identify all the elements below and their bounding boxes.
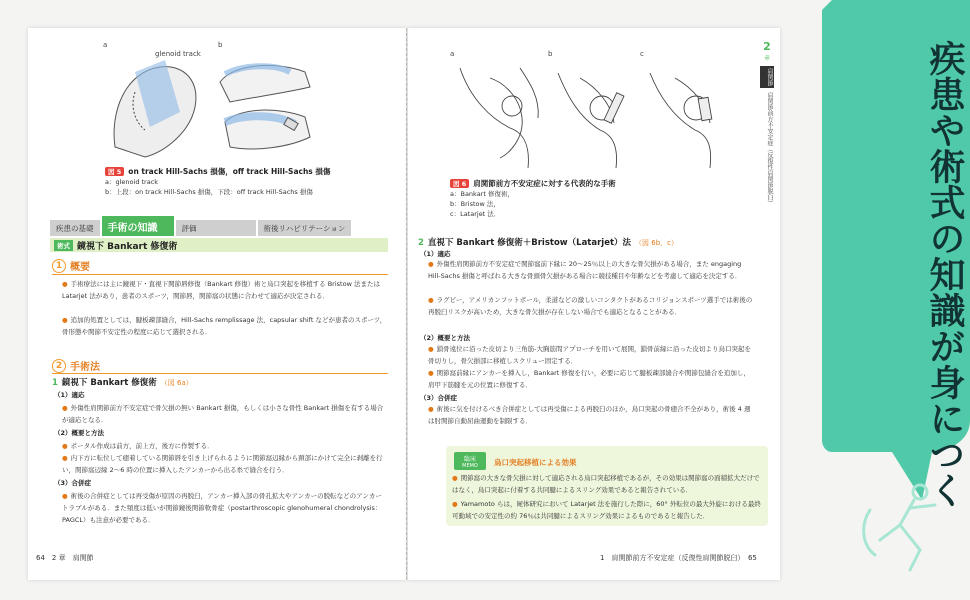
tab-disease-basics[interactable]: 疾患の基礎 [50,220,100,236]
category-tabs [50,216,395,236]
sub2-item1-label: （1）適応 [420,250,451,258]
fig5-glenoid-label: glenoid track [155,50,201,58]
fig6-title: 肩関節前方不安定症に対する代表的な手術 [473,179,616,188]
sub2-item1-text2: ● ラグビー，アメリカンフットボール，柔道などの激しいコンタクトがあるコリジョンスポーツ選手では術後の再脱臼リスクが高いため，大きな骨欠損が存在しない場合でも適応となることがある． [428,296,753,316]
sub1-item2-text1: ● ポータル作成は前方，前上方，後方に作製する． [62,442,214,450]
sub1-item3-label: （3）合併症 [54,479,92,487]
fig5-illustration [105,52,320,160]
fig5-caption [105,166,330,197]
sub1-item2-label: （2）概要と方法 [54,429,105,437]
memo-para-1: ● 関節窩の大きな骨欠損に対して適応される烏口突起移植であるが，その効果は関節窩の面積拡大だけではなく，烏口突起に付着する共同腱によるスリング効果であると報告されている． [452,474,760,494]
fig6-letter-c: c [640,50,644,58]
overview-text-2: 追加的処置としては，腱板疎部縫合，Hill-Sachs remplissage 法，capsular shift などが患者のスポーツ，骨形態や関節不安定性の程度に応じて選択される． [62,316,387,336]
memo-badge-top: 臨床 [463,455,476,463]
sub2-num: 2 [418,238,424,248]
sub1-ref: （図 6a） [160,379,193,387]
fig5-letter-a: a [103,41,108,49]
memo-para-2: ● Yamamoto らは，屍体研究において Latarjet 法を施行した際に，60° 外転位の最大外旋における最終可動域での安定性の約 76％は共同腱によるスリング効果によるものであると報告した． [452,500,761,520]
folio-left-chapter: 2 章 肩関節 [51,554,94,562]
fig5-badge: 図 5 [105,167,124,176]
section-label: 術式 [54,240,73,251]
chapter-side-tab [754,40,780,210]
overview-text-1: 手術療法には主に鏡視下・直視下関節唇修復（Bankart 修復）術と烏口突起を移植する Bristow 法または Latarjet 法があり，患者のスポーツ，関節唇，関節窩の状態に合わせて適応が決定される． [62,280,380,300]
section-bar [50,238,388,252]
overview-para-1: ● 手術療法には主に鏡視下・直視下関節唇修復（Bankart 修復）術と烏口突起を移植する Bristow 法または Latarjet 法があり，患者のスポーツ，関節唇，関節窩の状態に合わせて適応が決定される． [62,280,380,300]
fig6-line3: c：Latarjet 法． [450,210,501,218]
chapter-num: 2 [763,40,771,53]
memo-badge-bottom: MEMO [462,462,478,469]
fig6-caption [450,178,616,219]
sub1-item1-line1: 外傷性肩関節前方不安定症で骨欠損の無い Bankart 損傷，もしくは小さな骨性 Bankart 損傷を有する場合が適応となる． [62,404,384,424]
sub1-item2-line1: ポータル作成は前方，前上方，後方に作製する． [70,442,214,450]
fig6-letter-b: b [548,50,553,58]
sub2-item3-text: ● 術後に気を付けるべき合併症としては再受傷による再脱臼のほか，烏口突起の骨癒合不全があり，術後 4 週は肘関節自動屈曲運動を制限する． [428,405,751,425]
heading-overview-num: 1 [52,259,66,273]
folio-left-page: 64 [36,554,45,562]
sub2-item2-line1: 鎖骨遠位に沿った皮切より三角筋-大胸筋間アプローチを用いて展開，鎖骨前縁に沿った皮切より烏口突起を骨切りし，骨欠損部に移植しスクリュー固定する． [428,345,752,365]
sub2-heading [418,236,678,248]
fig5-line1: a：glenoid track [105,178,159,186]
sub2-title: 直視下 Bankart 修復術＋Bristow（Latarjet）法 [427,238,632,248]
fig5-title: on track Hill-Sachs 損傷，off track Hill-Sachs 損傷 [128,167,331,176]
heading-overview [52,258,90,273]
sub1-item3-text: ● 術後の合併症としては再受傷が原因の再脱臼，アンカー挿入部の骨孔拡大やアンカーの脱転などのアンカートラブルがある．また頻度は低いが関節鏡後関節軟骨症（postarthroscopic glenohumeral chondrolysis：PAGCL）も注意が必要である． [62,492,382,524]
heading-surgery-rule [52,373,388,374]
tab-postop-rehab[interactable]: 術後リハビリテーション [258,220,352,236]
heading-surgery-title: 手術法 [70,362,100,373]
sub1-heading [52,376,193,388]
heading-overview-rule [52,274,388,275]
chapter-part: 肩関節 [760,66,774,88]
sub1-item2-line2: 内下方に転位して癒着している関節唇を引き上げられるように関節窩辺縁から頚部にかけて完全に剥離を行い，関節窩辺縁 2～6 時の位置に挿入したアンカーから出る糸で縫合を行う． [62,454,383,474]
folio-right-chapter: 1 肩関節前方不安定症（反復性肩関節脱臼） [600,554,741,562]
sub2-item1-text1: ● 外傷性肩関節前方不安定症で関節窩前下縁に 20～25％以上の大きな骨欠損がある場合，また engaging Hill-Sachs 損傷と呼ばれる大きな骨頭骨欠損がある場合に競技種目や年齢などを考慮して適応を決定する． [428,260,742,280]
folio-right [600,553,757,563]
chapter-unit: 章 [763,55,770,62]
memo-line-2: Yamamoto らは，屍体研究において Latarjet 法を施行した際に，60° 外転位の最大外旋における最終可動域での安定性の約 76％は共同腱によるスリング効果によるものであると報告した． [452,500,761,520]
heading-surgery [52,358,100,373]
section-title: 鏡視下 Bankart 修復術 [77,241,178,252]
folio-right-page: 65 [747,554,757,562]
heading-surgery-num: 2 [52,359,66,373]
sub1-item1-text: ● 外傷性肩関節前方不安定症で骨欠損の無い Bankart 損傷，もしくは小さな骨性 Bankart 損傷を有する場合が適応となる． [62,404,384,424]
sub2-item1-line2: ラグビー，アメリカンフットボール，柔道などの激しいコンタクトがあるコリジョンスポーツ選手では術後の再脱臼リスクが高いため，大きな骨欠損が存在しない場合でも適応となることがある． [428,296,753,316]
sub1-num: 1 [52,378,58,388]
sub2-item3-line1: 術後に気を付けるべき合併症としては再受傷による再脱臼のほか，烏口突起の骨癒合不全があり，術後 4 週は肘関節自動屈曲運動を制限する． [428,405,751,425]
folio-left [36,553,94,563]
fig6-line1: a：Bankart 修復術， [450,190,514,198]
catchphrase: 疾患や術式の知識が身につく [924,40,965,508]
clinical-memo-box [446,446,768,526]
tab-surgery-knowledge[interactable]: 手術の知識 [102,216,174,236]
overview-para-2: ● 追加的処置としては，腱板疎部縫合，Hill-Sachs remplissage 法，capsular shift などが患者のスポーツ，骨形態や関節不安定性の程度に応じて選択される． [62,316,387,336]
sub2-item3-label: （3）合併症 [420,394,458,402]
sub2-item2-line2: 関節窩前縁にアンカーを挿入し，Bankart 修復を行い，必要に応じて腱板疎部縫合や関節包縫合を追加し，肩甲下筋腱を元の位置に修復する． [428,369,750,389]
fig5-letter-b: b [218,41,223,49]
sub1-item2-text2: ● 内下方に転位して癒着している関節唇を引き上げられるように関節窩辺縁から頚部にかけて完全に剥離を行い，関節窩辺縁 2～6 時の位置に挿入したアンカーから出る糸で縫合を行う． [62,454,383,474]
memo-title: 烏口突起移植による効果 [494,458,577,467]
sub1-item3-line1: 術後の合併症としては再受傷が原因の再脱臼，アンカー挿入部の骨孔拡大やアンカーの脱転などのアンカートラブルがある．また頻度は低いが関節鏡後関節軟骨症（postarthroscopic glenohumeral chondrolysis：PAGCL）も注意が必要である． [62,492,382,524]
sub2-item1-line1: 外傷性肩関節前方不安定症で関節窩前下縁に 20～25％以上の大きな骨欠損がある場合，また engaging Hill-Sachs 損傷と呼ばれる大きな骨頭骨欠損がある場合に競技種目や年齢などを考慮して適応を決定する． [428,260,742,280]
fig5-line2: b：上段：on track Hill-Sachs 損傷，下段：off track Hill-Sachs 損傷 [105,188,313,196]
memo-badge [454,452,486,470]
sub1-item1-label: （1）適応 [54,391,85,399]
sub2-item2-label: （2）概要と方法 [420,334,471,342]
sub1-title: 鏡視下 Bankart 修復術 [61,378,157,388]
heading-overview-title: 概要 [70,262,90,273]
sub2-item2-text1: ● 鎖骨遠位に沿った皮切より三角筋-大胸筋間アプローチを用いて展開，鎖骨前縁に沿った皮切より烏口突起を骨切りし，骨欠損部に移植しスクリュー固定する． [428,345,752,365]
memo-line-1: 関節窩の大きな骨欠損に対して適応される烏口突起移植であるが，その効果は関節窩の面積拡大だけではなく，烏口突起に付着する共同腱によるスリング効果であると報告されている． [452,474,760,494]
fig6-illustration [450,58,750,170]
fig6-line2: b：Bristow 法， [450,200,500,208]
sub2-item2-text2: ● 関節窩前縁にアンカーを挿入し，Bankart 修復を行い，必要に応じて腱板疎部縫合や関節包縫合を追加し，肩甲下筋腱を元の位置に修復する． [428,369,750,389]
fig6-badge: 図 6 [450,179,469,188]
chapter-sub: 肩関節前方不安定症（反復性肩関節脱臼） [766,92,773,206]
tab-evaluation[interactable]: 評価 [176,220,256,236]
fig6-letter-a: a [450,50,455,58]
stretching-person-icon [850,470,960,580]
sub2-ref: （図 6b，c） [635,239,679,247]
